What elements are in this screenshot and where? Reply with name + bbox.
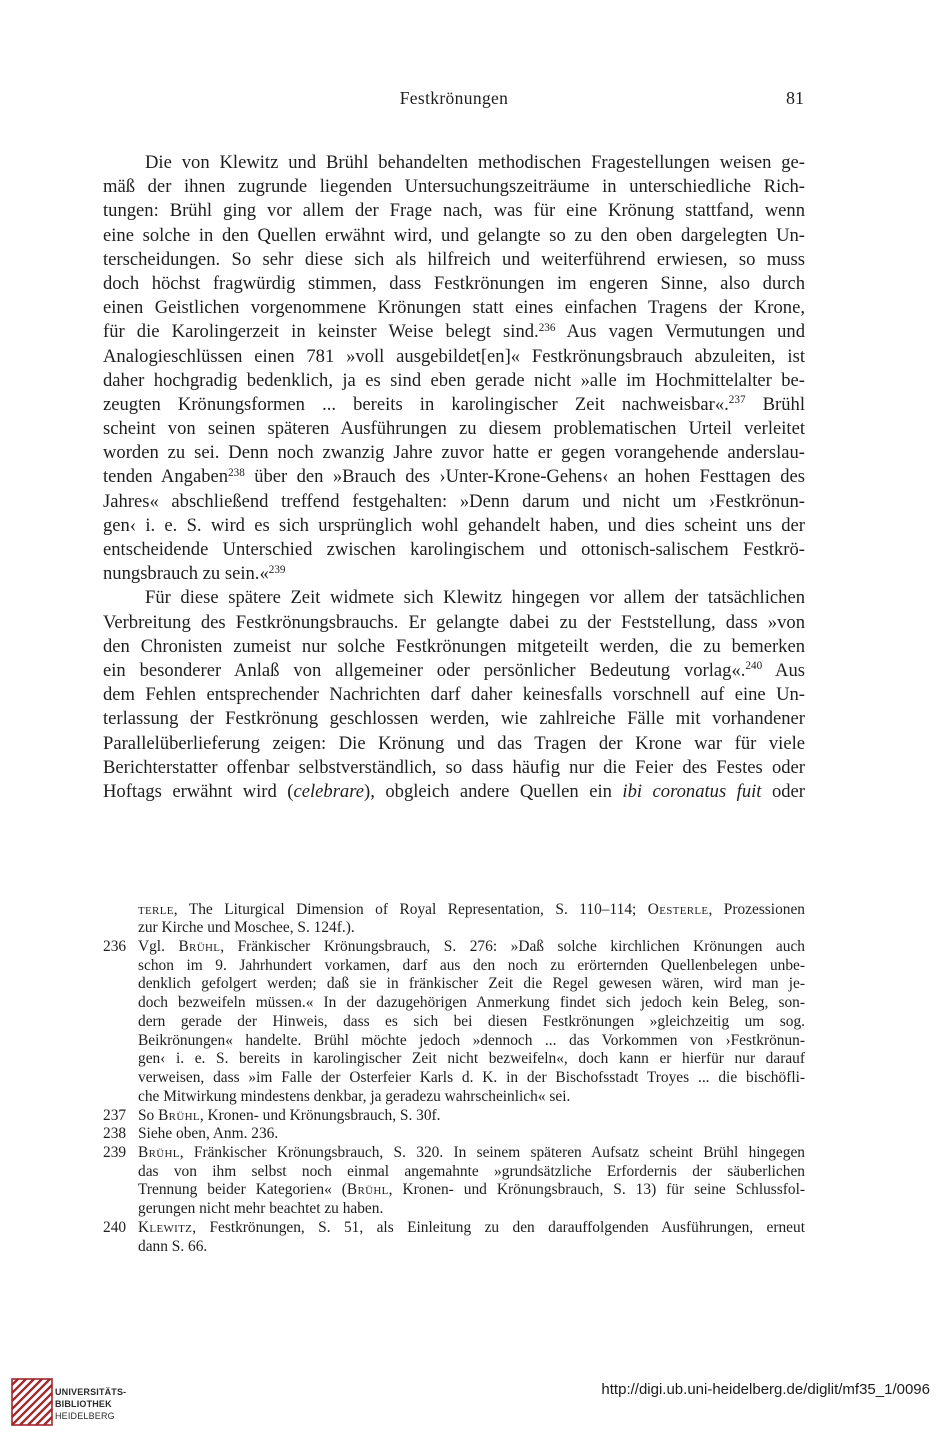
body-line: eine solche in den Quellen erwähnt wird, und gelangte so zu den oben dargelegten Un- <box>103 224 805 246</box>
line-text: für die Karolingerzeit in keinster Weise belegt sind. <box>103 321 539 343</box>
body-line <box>103 320 805 344</box>
body-line: einen Geistlichen vorgenommene Krönungen statt eines einfachen Tragens der Krone, <box>103 297 805 319</box>
body-line: Jahres« abschließend treffend festgehalten: »Denn darum und nicht um ›Festkrönun- <box>103 490 805 512</box>
line-text: , Fränkischer Krönungsbrauch, S. 320. In seinem späteren Aufsatz scheint Brühl hingegen <box>179 1143 805 1161</box>
author-name: Brühl <box>138 1143 180 1161</box>
footnote-236 <box>103 938 805 1106</box>
footnote-239 <box>103 1144 805 1219</box>
footnote-line: dern gerade der Hinweis, dass es sich bei diesen Festkrönungen »gleichzeitig um sog. <box>138 1012 805 1030</box>
body-line: tungen: Brühl ging vor allem der Frage nach, was für eine Krönung stattfand, wenn <box>103 200 805 222</box>
body-text <box>103 151 805 804</box>
author-name: Brühl <box>346 1181 389 1199</box>
footnote-number: 240 <box>103 1218 127 1236</box>
body-line <box>103 562 805 586</box>
line-text: Trennung beider Kategorien« ( <box>138 1181 347 1199</box>
body-line <box>103 465 805 489</box>
body-line <box>103 393 805 417</box>
footnote-line: verweisen, dass »im Falle der Osterfeier Karls d. K. in der Bischofsstadt Troyes ... die bischöfli- <box>138 1069 805 1087</box>
footnote-line: das von ihm selbst noch einmal angemahnte »grundsätzliche Erfordernis der säuberlichen <box>138 1162 805 1180</box>
body-line: daher hochgradig bedenklich, ja es sind eben gerade nicht »alle im Hochmittelalter be- <box>103 369 805 391</box>
body-line: gen‹ i. e. S. wird es sich ursprünglich wohl gehandelt haben, und dies scheint uns der <box>103 514 805 536</box>
latin-term: celebrare <box>293 780 365 802</box>
line-text: , The Liturgical Dimension of Royal Representation, S. 110–114; <box>173 900 648 918</box>
body-line: Für diese spätere Zeit widmete sich Klewitz hingegen vor allem der tatsächlichen <box>145 587 805 609</box>
logo-line: HEIDELBERG <box>55 1411 115 1421</box>
footnote-line <box>138 1181 805 1200</box>
footnote-number: 236 <box>103 938 127 956</box>
footnote-line <box>138 1107 805 1126</box>
line-text: zeugten Krönungsformen ... bereits in karolingischer Zeit nachweisbar«. <box>103 393 729 415</box>
line-text: , Kronen- und Krönungsbrauch, S. 30f. <box>199 1106 441 1124</box>
footnote-line: Beikrönungen« handelte. Brühl möchte jedoch »dennoch ... das Vorkommen von ›Festkrönun- <box>138 1031 805 1049</box>
body-line: Die von Klewitz und Brühl behandelten methodischen Fragestellungen weisen ge- <box>145 152 805 173</box>
footnote-line: schon im 9. Jahrhundert vorkamen, darf aus den noch zu erörternden Quellenbelegen unbe- <box>138 956 805 974</box>
footnote-continued <box>103 901 805 938</box>
body-line: terlassung der Festkrönung geschlossen werden, wie zahlreiche Fälle mit vorhandener <box>103 708 805 730</box>
line-text: , Kronen- und Krönungsbrauch, S. 13) für seine Schlussfol- <box>388 1181 805 1199</box>
footnote-line: denklich gefolgert werden; daß sie in fränkischer Zeit die Regel gewesen wären, wird man je- <box>138 975 805 993</box>
running-head <box>103 86 805 110</box>
body-line: Verbreitung des Festkrönungsbrauchs. Er gelangte dabei zu der Feststellung, dass »von <box>103 611 805 633</box>
line-text: über den »Brauch des ›Unter-Krone-Gehens‹ an hohen Festtagen des <box>244 466 805 488</box>
logo-line: UNIVERSITÄTS- <box>55 1387 127 1397</box>
author-name: Klewitz <box>138 1218 193 1236</box>
author-name: Brühl <box>158 1106 200 1124</box>
body-line: den Chronisten zumeist nur solche Festkrönungen mitgeteilt werden, die zu bemerken <box>103 635 805 657</box>
author-name: terle <box>138 900 174 918</box>
line-text: Aus <box>762 659 805 681</box>
body-line: doch höchst fragwürdig stimmen, dass Festkrönungen im engeren Sinne, also durch <box>103 272 805 294</box>
body-line: worden zu sei. Denn noch zwanzig Jahre zuvor hatte er gegen vorangehende anderslau- <box>103 442 805 464</box>
footnote-number: 237 <box>103 1106 127 1124</box>
library-logo-wordmark <box>55 1386 126 1422</box>
footnote-line: dann S. 66. <box>138 1237 208 1255</box>
line-text: nungsbrauch zu sein.« <box>103 563 269 585</box>
footnote-line: zur Kirche und Moschee, S. 124f.). <box>138 919 355 937</box>
author-name: Brühl <box>178 938 221 956</box>
footnote-reference: 236 <box>538 321 556 334</box>
body-line <box>103 780 805 804</box>
footnote-line: gerungen nicht mehr beachtet zu haben. <box>138 1200 384 1218</box>
footnote-line <box>138 901 805 920</box>
body-line: dem Fehlen entsprechender Nachrichten darf daher keinesfalls vorschnell auf eine Un- <box>103 684 805 706</box>
footnote-238 <box>103 1125 805 1144</box>
line-text: oder <box>761 780 806 802</box>
paragraph <box>103 586 805 804</box>
line-text: Hoftags erwähnt wird ( <box>103 780 294 802</box>
line-text: ), obgleich andere Quellen ein <box>364 780 623 802</box>
footnote-number: 239 <box>103 1143 127 1161</box>
footnote-reference: 240 <box>745 660 763 673</box>
body-line: scheint von seinen späteren Ausführungen zu diesem problematischen Urteil verleitet <box>103 418 805 440</box>
line-text: So <box>138 1106 159 1124</box>
line-text: ein besonderer Anlaß von allgemeiner oder persönlicher Bedeutung vorlag«. <box>103 659 746 681</box>
line-text: tenden Angaben <box>103 466 229 488</box>
footnote-240 <box>103 1219 805 1256</box>
body-line: Parallelüberlieferung zeigen: Die Krönung und das Tragen der Krone war für viele <box>103 732 805 754</box>
footnote-line <box>138 1219 805 1238</box>
footnote-number: 238 <box>103 1125 127 1143</box>
author-name: Oesterle <box>647 900 709 918</box>
footnote-reference: 239 <box>268 563 286 576</box>
footnote-line: Siehe oben, Anm. 236. <box>138 1125 279 1143</box>
paragraph <box>103 151 805 586</box>
body-line: Berichterstatter offenbar selbstverständlich, so dass häufig nur die Feier des Festes oder <box>103 756 805 778</box>
footnote-reference: 238 <box>228 466 245 479</box>
footnote-line: che Mitwirkung mindestens denkbar, ja geradezu wahrscheinlich« sei. <box>138 1087 571 1105</box>
logo-line: BIBLIOTHEK <box>55 1399 112 1409</box>
footnote-reference: 237 <box>728 394 746 407</box>
latin-term: ibi coronatus fuit <box>622 780 762 802</box>
line-text: , Fränkischer Krönungsbrauch, S. 276: »Daß solche kirchlichen Krönungen auch <box>220 938 805 956</box>
page-number: 81 <box>786 88 804 108</box>
running-title: Festkrönungen <box>399 88 509 108</box>
body-line: terscheidungen. So sehr diese sich als hilfreich und weiterführend erwiesen, so muss <box>103 248 805 270</box>
footnote-line <box>138 938 805 957</box>
footnotes <box>103 901 805 1257</box>
body-line <box>103 659 805 683</box>
line-text: Brühl <box>745 393 805 415</box>
line-text: Aus vagen Vermutungen und <box>555 321 806 343</box>
line-text: , Festkrönungen, S. 51, als Einleitung zu den darauffolgenden Ausführungen, erneut <box>192 1218 805 1236</box>
line-text: Vgl. <box>138 938 179 956</box>
footnote-line: gen‹ i. e. S. bereits in karolingischer Zeit nicht bezweifeln«, doch kann er hierfür nur darauf <box>138 1050 805 1068</box>
library-logo-icon <box>11 1378 53 1426</box>
body-line: Analogieschlüssen einen 781 »voll ausgebildet[en]« Festkrönungsbrauch abzuleiten, ist <box>103 345 805 367</box>
line-text: , Prozessionen <box>708 900 805 918</box>
body-line: mäß der ihnen zugrunde liegenden Untersuchungszeiträume in unterschiedliche Rich- <box>103 176 805 198</box>
body-line: entscheidende Unterschied zwischen karolingischem und ottonisch-salischem Festkrö- <box>103 539 805 560</box>
footnote-237 <box>103 1107 805 1126</box>
footnote-line: doch bezweifeln müssen.« In der dazugehörigen Anmerkung findet sich jedoch kein Beleg, son- <box>138 994 805 1012</box>
footnote-line <box>138 1144 805 1163</box>
source-url: http://digi.ub.uni-heidelberg.de/diglit/mf35_1/0096 <box>601 1381 930 1398</box>
